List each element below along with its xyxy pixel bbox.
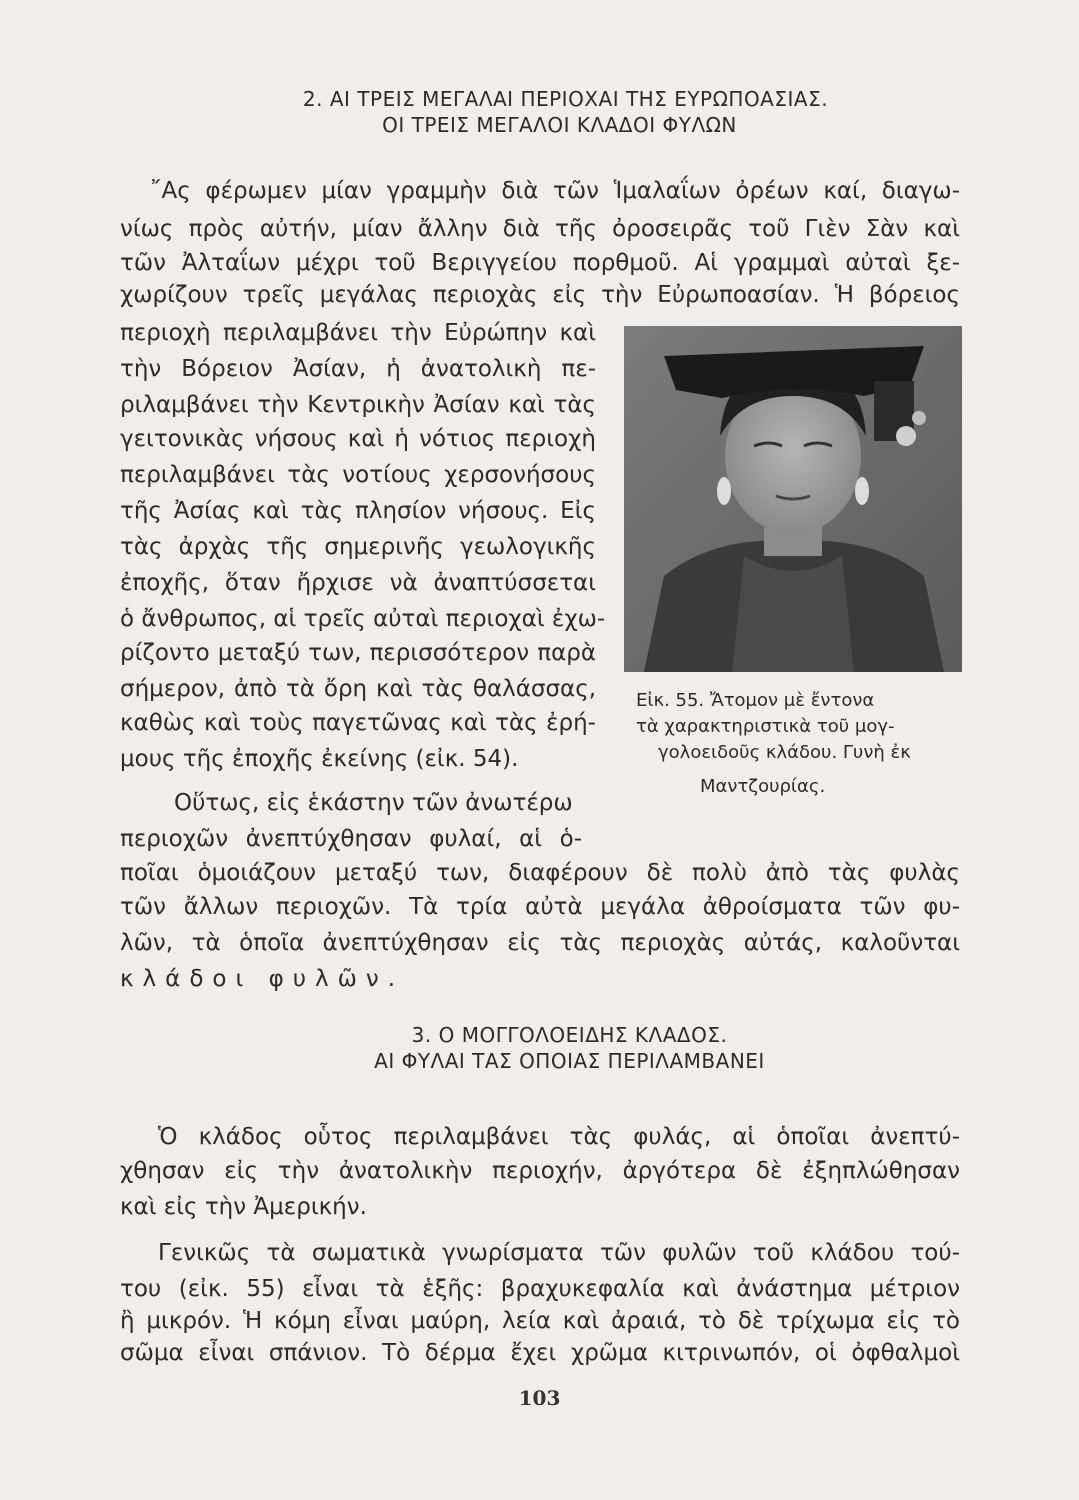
section-2-subtitle: ΟΙ ΤΡΕΙΣ ΜΕΓΑΛΟΙ ΚΛΑΔΟΙ ΦΥΛΩΝ	[382, 113, 737, 137]
paragraph-line: περιλαμβάνει τὰς νοτίους χερσονήσους	[120, 462, 596, 488]
figure-caption-line: τὰ χαρακτηριστικὰ τοῦ μογ-	[636, 716, 895, 737]
section-3-subtitle: ΑΙ ΦΥΛΑΙ ΤΑΣ ΟΠΟΙΑΣ ΠΕΡΙΛΑΜΒΑΝΕΙ	[374, 1049, 765, 1073]
section-2-title: 2. ΑΙ ΤΡΕΙΣ ΜΕΓΑΛΑΙ ΠΕΡΙΟΧΑΙ ΤΗΣ ΕΥΡΩΠΟΑΣΙΑΣ.	[302, 87, 829, 111]
paragraph-line: λῶν, τὰ ὁποῖα ἀνεπτύχθησαν εἰς τὰς περιοχὰς αὐτάς, καλοῦνται	[120, 930, 960, 956]
paragraph-line: Ὁ κλάδος οὗτος περιλαμβάνει τὰς φυλάς, αἱ ὁποῖαι ἀνεπτύ-	[158, 1124, 960, 1150]
paragraph-line: τῆς Ἀσίας καὶ τὰς πλησίον νήσους. Εἰς	[120, 498, 596, 524]
paragraph-line: περιοχὴ περιλαμβάνει τὴν Εὐρώπην καὶ	[120, 320, 596, 346]
paragraph-line: τῶν ἄλλων περιοχῶν. Τὰ τρία αὐτὰ μεγάλα ἀθροίσματα τῶν φυ-	[120, 894, 960, 920]
paragraph-line: γειτονικὰς νήσους καὶ ἡ νότιος περιοχὴ	[120, 426, 596, 452]
paragraph-line: χωρίζουν τρεῖς μεγάλας περιοχὰς εἰς τὴν Εὐρωποασίαν. Ἡ βόρειος	[120, 282, 960, 308]
paragraph-line: τὰς ἀρχὰς τῆς σημερινῆς γεωλογικῆς	[120, 534, 596, 560]
paragraph-line: καὶ εἰς τὴν Ἀμερικήν.	[120, 1194, 367, 1220]
page-number: 103	[518, 1386, 561, 1410]
paragraph-line: ῎Ας φέρωμεν μίαν γραμμὴν διὰ τῶν Ἱμαλαΐων ὀρέων καί, διαγω-	[150, 178, 960, 204]
figure-caption-line: γολοειδοῦς κλάδου. Γυνὴ ἐκ	[658, 742, 911, 763]
paragraph-line: ρίζοντο μεταξύ των, περισσότερον παρὰ	[120, 640, 596, 666]
paragraph-line: τὴν Βόρειον Ἀσίαν, ἡ ἀνατολικὴ πε-	[120, 356, 596, 382]
paragraph-line: σῶμα εἶναι σπάνιον. Τὸ δέρμα ἔχει χρῶμα κιτρινωπόν, οἱ ὀφθαλμοὶ	[120, 1340, 960, 1366]
paragraph-line: ριλαμβάνει τὴν Κεντρικὴν Ἀσίαν καὶ τὰς	[120, 392, 596, 418]
paragraph-line: τῶν Ἀλταΐων μέχρι τοῦ Βεριγγείου πορθμοῦ. Αἱ γραμμαὶ αὐταὶ ξε-	[120, 250, 960, 276]
section-3-title: 3. Ο ΜΟΓΓΟΛΟΕΙΔΗΣ ΚΛΑΔΟΣ.	[411, 1023, 728, 1047]
paragraph-line: νίως πρὸς αὐτήν, μίαν ἄλλην διὰ τῆς ὀροσειρᾶς τοῦ Γιὲν Σὰν καὶ	[120, 216, 960, 242]
paragraph-line: Γενικῶς τὰ σωματικὰ γνωρίσματα τῶν φυλῶν τοῦ κλάδου τού-	[158, 1240, 960, 1266]
paragraph-line: σήμερον, ἀπὸ τὰ ὄρη καὶ τὰς θαλάσσας,	[120, 676, 596, 702]
paragraph-line: Οὕτως, εἰς ἑκάστην τῶν ἀνωτέρω	[174, 790, 573, 816]
paragraph-line: μους τῆς ἐποχῆς ἐκείνης (εἰκ. 54).	[120, 746, 519, 772]
paragraph-line: ποῖαι ὁμοιάζουν μεταξύ των, διαφέρουν δὲ πολὺ ἀπὸ τὰς φυλὰς	[120, 860, 960, 886]
paragraph-line: καθὼς καὶ τοὺς παγετῶνας καὶ τὰς ἐρή-	[120, 710, 596, 736]
paragraph-line: του (εἰκ. 55) εἶναι τὰ ἑξῆς: βραχυκεφαλία καὶ ἀνάστημα μέτριον	[120, 1276, 960, 1302]
paragraph-line: ὁ ἄνθρωπος, αἱ τρεῖς αὐταὶ περιοχαὶ ἐχω-	[120, 606, 606, 632]
figure-caption-line: Μαντζουρίας.	[700, 776, 826, 797]
paragraph-line: χθησαν εἰς τὴν ἀνατολικὴν περιοχήν, ἀργότερα δὲ ἐξηπλώθησαν	[120, 1158, 960, 1184]
paragraph-line: περιοχῶν ἀνεπτύχθησαν φυλαί, αἱ ὁ-	[120, 826, 582, 852]
paragraph-line: ἐποχῆς, ὅταν ἤρχισε νὰ ἀναπτύσσεται	[120, 570, 596, 596]
figure-photo	[624, 326, 962, 672]
paragraph-line: ἢ μικρόν. Ἡ κόμη εἶναι μαύρη, λεία καὶ ἀραιά, τὸ δὲ τρίχωμα εἰς τὸ	[120, 1308, 960, 1334]
portrait-image	[624, 326, 962, 672]
paragraph-line: κλάδοι φυλῶν.	[120, 966, 405, 992]
figure-caption-line: Εἰκ. 55. Ἄτομον μὲ ἔντονα	[636, 690, 875, 711]
